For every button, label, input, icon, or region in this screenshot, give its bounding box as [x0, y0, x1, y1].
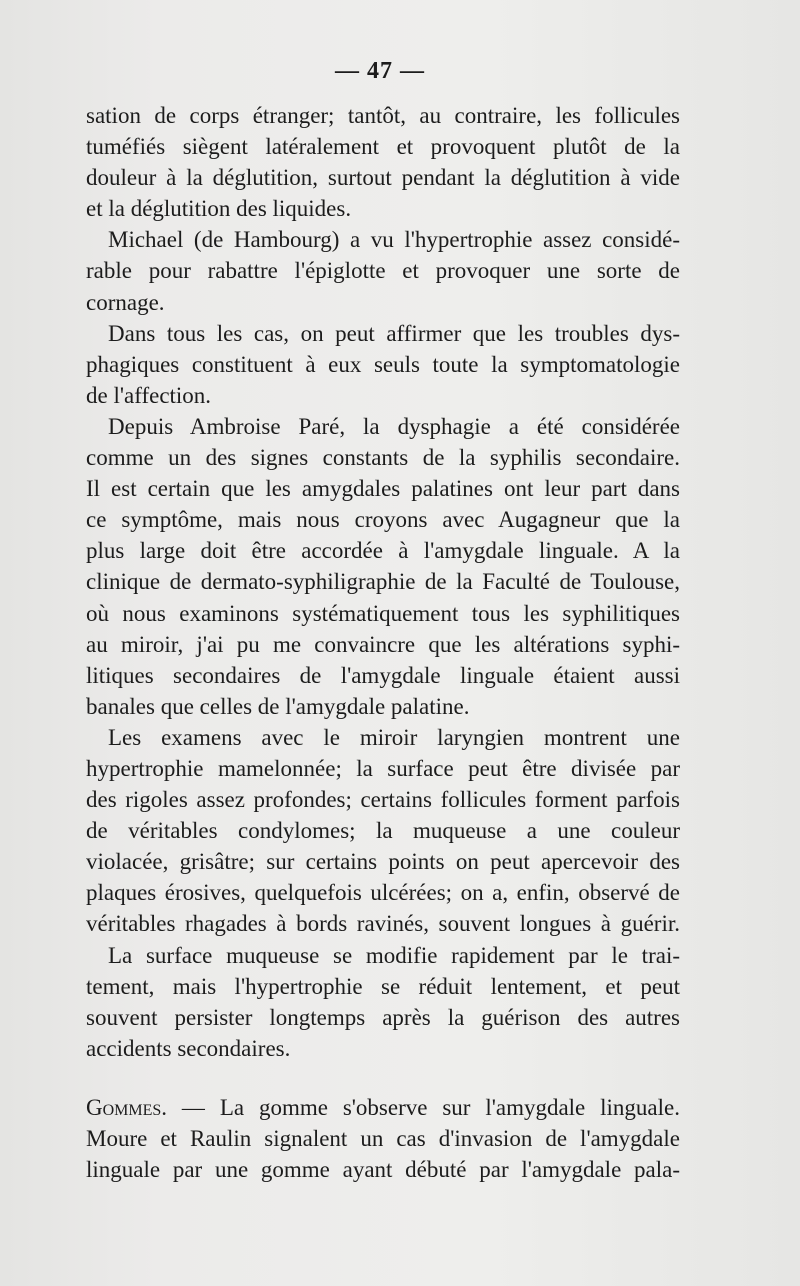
text-line: au miroir, j'ai pu me convaincre que les altérations syphi- [86, 631, 680, 657]
text-line-rest: — La gomme s'observe sur l'amygdale linguale. [167, 1094, 680, 1120]
text-line: des rigoles assez profondes; certains follicules forment parfois [86, 787, 680, 813]
text-line: Moure et Raulin signalent un cas d'invasion de l'amygdale [86, 1126, 680, 1151]
text-line: douleur à la déglutition, surtout pendant la déglutition à vide [86, 165, 680, 191]
text-line: où nous examinons systématiquement tous les syphilitiques [86, 600, 680, 626]
text-line: hypertrophie mamelonnée; la surface peut être divisée par [86, 755, 680, 781]
text-line: de véritables condylomes; la muqueuse a une couleur [86, 818, 680, 844]
section-spacer [86, 1064, 680, 1092]
text-line: rable pour rabattre l'épiglotte et provoquer une sorte de [86, 258, 680, 284]
text-line: Michael (de Hambourg) a vu l'hypertrophie assez considé- [108, 227, 680, 253]
text-line: ce symptôme, mais nous croyons avec Augagneur que la [86, 507, 680, 533]
text-line: Dans tous les cas, on peut affirmer que les troubles dys- [108, 320, 680, 346]
text-line: Depuis Ambroise Paré, la dysphagie a été considérée [108, 413, 680, 439]
text-line: comme un des signes constants de la syphilis secondaire. [86, 445, 680, 471]
section-heading-gommes: Gommes. [86, 1094, 168, 1120]
text-line: litiques secondaires de l'amygdale linguale étaient aussi [86, 662, 680, 688]
text-line: et la déglutition des liquides. [86, 196, 352, 222]
text-line: Il est certain que les amygdales palatines ont leur part dans [86, 476, 680, 502]
page-number: — 47 — [335, 58, 425, 84]
text-line: cornage. [86, 289, 165, 315]
text-line: clinique de dermato-syphiligraphie de la Faculté de Toulouse, [86, 569, 680, 595]
text-line: phagiques constituent à eux seuls toute la symptomatologie [86, 351, 680, 377]
text-line: plaques érosives, quelquefois ulcérées; on a, enfin, observé de [86, 880, 680, 906]
body-text [86, 100, 680, 1185]
text-line: plus large doit être accordée à l'amygdale linguale. A la [86, 538, 680, 564]
text-line: tement, mais l'hypertrophie se réduit lentement, et peut [86, 973, 680, 999]
text-line: Les examens avec le miroir laryngien montrent une [108, 724, 680, 750]
text-line: sation de corps étranger; tantôt, au contraire, les follicules [86, 103, 680, 128]
text-line: linguale par une gomme ayant débuté par l'amygdale pala- [86, 1157, 680, 1183]
text-line: violacée, grisâtre; sur certains points on peut apercevoir des [86, 849, 680, 875]
text-line: de l'affection. [86, 382, 212, 408]
text-line: véritables rhagades à bords ravinés, souvent longues à guérir. [86, 911, 680, 937]
text-line: souvent persister longtemps après la guérison des autres [86, 1004, 680, 1030]
text-line: banales que celles de l'amygdale palatine. [86, 693, 470, 719]
text-line: tuméfiés siègent latéralement et provoquent plutôt de la [86, 134, 680, 160]
section-heading-line [86, 1092, 680, 1123]
text-line: accidents secondaires. [86, 1035, 291, 1061]
text-line: La surface muqueuse se modifie rapidement par le trai- [108, 942, 680, 968]
